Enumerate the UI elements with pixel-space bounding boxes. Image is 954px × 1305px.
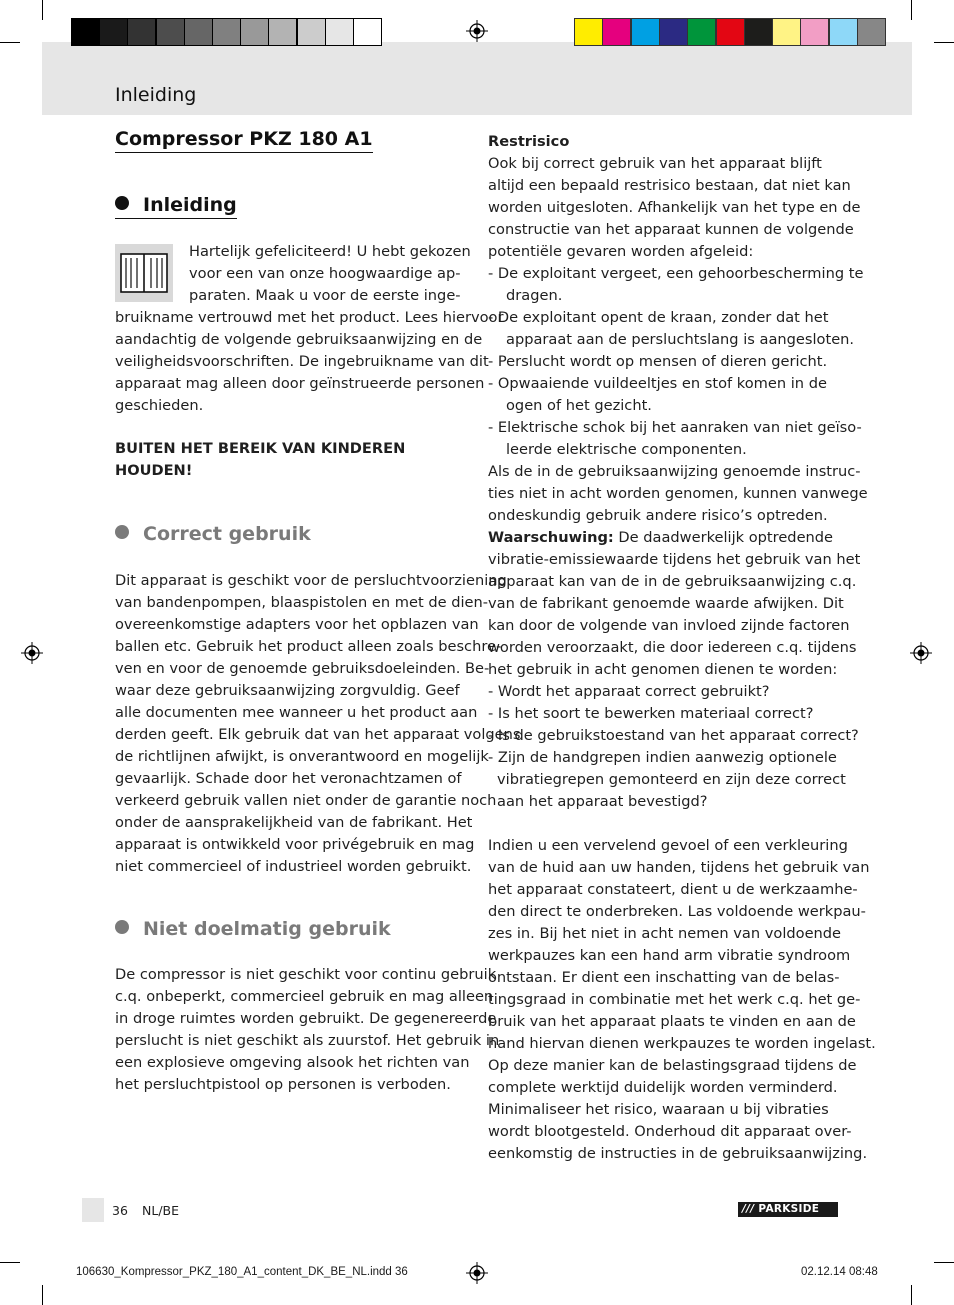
gray-swatch	[268, 18, 297, 46]
text-line: ven en voor de genoemde gebruiksdoeleinden. Be-	[115, 660, 490, 677]
text-line: niet commercieel of industrieel worden gebruikt.	[115, 858, 472, 875]
risk-list-item: - Perslucht wordt op mensen of dieren gericht.	[488, 353, 828, 370]
gray-swatch	[325, 18, 354, 46]
text-line: hand hiervan dienen werkpauzes te worden ingelast.	[488, 1035, 876, 1052]
text-line: Op deze manier kan de belastingsgraad tijdens de	[488, 1057, 857, 1074]
text-line: apparaat mag alleen door geïnstrueerde personen	[115, 375, 485, 392]
color-swatch	[857, 18, 886, 46]
text-line: ballen etc. Gebruik het product alleen zoals beschre-	[115, 638, 502, 655]
text-line: aandachtig de volgende gebruiksaanwijzing en de	[115, 331, 483, 348]
document-title: Compressor PKZ 180 A1	[115, 128, 373, 153]
registration-mark-icon	[466, 20, 488, 42]
text-line: apparaat is ontwikkeld voor privégebruik en mag	[115, 836, 475, 853]
gray-swatch	[71, 18, 100, 46]
text-line: den direct te onderbreken. Las voldoende werkpau-	[488, 903, 866, 920]
text-line: ondeskundig gebruik andere risico’s optreden.	[488, 507, 828, 524]
print-slug-date: 02.12.14 08:48	[801, 1266, 878, 1278]
text-line: werkpauzes kan een hand arm vibratie syndroom	[488, 947, 851, 964]
crop-mark	[934, 1262, 954, 1263]
bullet-icon	[115, 920, 129, 934]
children-warning	[115, 438, 470, 482]
text-line: worden uitgesloten. Afhankelijk van het type en de	[488, 199, 861, 216]
text-line: ties niet in acht worden genomen, kunnen vanwege	[488, 485, 868, 502]
color-swatch	[744, 18, 773, 46]
text-line: onder de aansprakelijkheid van de fabrikant. Het	[115, 814, 473, 831]
parkside-logo	[738, 1202, 838, 1217]
crop-mark	[42, 0, 43, 20]
text-line: gevaarlijk. Schade door het veronachtzamen of	[115, 770, 462, 787]
text-line: worden veroorzaakt, die door iedereen c.q. tijdens	[488, 639, 857, 656]
text-line: bruik van het apparaat plaats te vinden en aan de	[488, 1013, 856, 1030]
print-slug-file: 106630_Kompressor_PKZ_180_A1_content_DK_BE_NL.indd 36	[76, 1266, 408, 1278]
text-line: De compressor is niet geschikt voor continu gebruik	[115, 966, 497, 983]
heading-niet-doelmatig-label: Niet doelmatig gebruik	[143, 918, 391, 940]
text-line: Hartelijk gefeliciteerd! U hebt gekozen	[189, 243, 471, 260]
intro-paragraph-rest	[115, 307, 504, 417]
spacer	[488, 813, 840, 835]
intro-paragraph-start	[189, 241, 471, 307]
text-line: potentiële gevaren worden afgeleid:	[488, 243, 754, 260]
text-line: van bandenpompen, blaaspistolen en met de dien-	[115, 594, 489, 611]
heading-inleiding-label: Inleiding	[143, 194, 237, 216]
check-list-item: - Is het soort te bewerken materiaal correct?	[488, 705, 814, 722]
risk-list-item: - De exploitant vergeet, een gehoorbescherming te dragen.	[488, 265, 864, 304]
crop-mark	[911, 0, 912, 20]
niet-doelmatig-paragraph	[115, 964, 500, 1096]
bullet-icon	[115, 525, 129, 539]
risk-list-item: - De exploitant opent de kraan, zonder dat het apparaat aan de persluchtslang is aangesloten.	[488, 309, 855, 348]
text-line: altijd een bepaald restrisico bestaan, dat niet kan	[488, 177, 851, 194]
text-line: complete werktijd duidelijk worden verminderd.	[488, 1079, 838, 1096]
text-line: apparaat kan van de in de gebruiksaanwijzing c.q.	[488, 573, 857, 590]
color-swatch	[631, 18, 660, 46]
heading-niet-doelmatig-gebruik	[115, 918, 391, 940]
text-line: alle documenten mee wanneer u het product aan	[115, 704, 478, 721]
warning-line: Waarschuwing: De daadwerkelijk optredende	[488, 529, 834, 546]
gray-swatch	[297, 18, 326, 46]
text-line: BUITEN HET BEREIK VAN KINDEREN	[115, 440, 406, 457]
color-swatch	[829, 18, 858, 46]
text-line: in droge ruimtes worden gebruikt. De gegenereerde	[115, 1010, 497, 1027]
heading-correct-gebruik-label: Correct gebruik	[143, 523, 311, 545]
crop-mark	[0, 42, 20, 43]
text-line: voor een van onze hoogwaardige ap-	[189, 265, 461, 282]
color-swatch	[772, 18, 801, 46]
crop-mark	[42, 1285, 43, 1305]
text-line: zes in. Bij het niet in acht nemen van voldoende	[488, 925, 842, 942]
registration-mark-icon	[21, 642, 43, 664]
text-line: Indien u een vervelend gevoel of een verkleuring	[488, 837, 848, 854]
page-number: 36	[112, 1203, 128, 1218]
text-line: ontstaan. Er dient een inschatting van de belas-	[488, 969, 840, 986]
color-swatch	[687, 18, 716, 46]
text-line: Minimaliseer het risico, waaraan u bij vibraties	[488, 1101, 829, 1118]
text-line: tingsgraad in combinatie met het werk c.q. het ge-	[488, 991, 861, 1008]
gray-swatch	[127, 18, 156, 46]
color-swatch	[574, 18, 603, 46]
locale-label: NL/BE	[142, 1203, 179, 1218]
heading-inleiding	[115, 194, 237, 219]
risk-list-item: - Elektrische schok bij het aanraken van niet geïso- leerde elektrische componenten.	[488, 419, 862, 458]
registration-mark-icon	[466, 1262, 488, 1284]
heading-restrisico: Restrisico	[488, 133, 570, 150]
crop-mark	[934, 42, 954, 43]
text-line: perslucht is niet geschikt als zuurstof. Het gebruik in	[115, 1032, 500, 1049]
crop-mark	[0, 1262, 20, 1263]
text-line: HOUDEN!	[115, 462, 193, 479]
text-line: eenkomstig de instructies in de gebruiksaanwijzing.	[488, 1145, 868, 1162]
risk-list-item: - Opwaaiende vuildeeltjes en stof komen in de ogen of het gezicht.	[488, 375, 827, 414]
text-line: bruikname vertrouwd met het product. Lees hiervoor	[115, 309, 504, 326]
text-line: van de huid aan uw handen, tijdens het gebruik van	[488, 859, 870, 876]
text-line: paraten. Maak u voor de eerste inge-	[189, 287, 461, 304]
check-list-item: - Wordt het apparaat correct gebruikt?	[488, 683, 770, 700]
text-line: het gebruik in acht genomen dienen te worden:	[488, 661, 838, 678]
book-icon	[115, 244, 173, 302]
logo-text: PARKSIDE	[758, 1203, 820, 1215]
header-title: Inleiding	[115, 84, 197, 106]
text-line: het apparaat constateert, dient u de werkzaamhe-	[488, 881, 858, 898]
text-line: constructie van het apparaat kunnen de volgende	[488, 221, 854, 238]
color-swatch	[602, 18, 631, 46]
bullet-icon	[115, 196, 129, 210]
check-list-item: - Is de gebruikstoestand van het apparaat correct?	[488, 727, 859, 744]
text-line: het persluchtpistool op personen is verboden.	[115, 1076, 451, 1093]
color-swatch	[716, 18, 745, 46]
text-line: Als de in de gebruiksaanwijzing genoemde instruc-	[488, 463, 861, 480]
warning-label: Waarschuwing:	[488, 529, 614, 546]
color-swatch	[800, 18, 829, 46]
text-line: vibratie-emissiewaarde tijdens het gebruik van het	[488, 551, 861, 568]
header-band	[42, 42, 912, 115]
page-number-box	[82, 1198, 104, 1222]
heading-correct-gebruik	[115, 523, 311, 545]
text-line: Dit apparaat is geschikt voor de persluchtvoorziening	[115, 572, 507, 589]
text-line: een explosieve omgeving alsook het richten van	[115, 1054, 470, 1071]
text-line: geschieden.	[115, 397, 204, 414]
text-line: veiligheidsvoorschriften. De ingebruikname van dit	[115, 353, 489, 370]
registration-mark-icon	[910, 642, 932, 664]
text-line: kan door de volgende van invloed zijnde factoren	[488, 617, 850, 634]
check-list-item: - Zijn de handgrepen indien aanwezig optionele vibratiegrepen gemonteerd en zijn deze correct aan het apparaat bevestigd?	[488, 749, 846, 810]
text-line: verkeerd gebruik vallen niet onder de garantie noch	[115, 792, 497, 809]
gray-swatch	[212, 18, 241, 46]
text-line: waar deze gebruiksaanwijzing zorgvuldig. Geef	[115, 682, 460, 699]
text-line: van de fabrikant genoemde waarde afwijken. Dit	[488, 595, 844, 612]
text-line: wordt blootgesteld. Onderhoud dit apparaat over-	[488, 1123, 852, 1140]
right-column	[488, 131, 876, 1165]
gray-swatch	[353, 18, 382, 46]
gray-swatch	[184, 18, 213, 46]
text-line: c.q. onbeperkt, commercieel gebruik en mag alleen	[115, 988, 494, 1005]
crop-mark	[911, 1285, 912, 1305]
correct-gebruik-paragraph	[115, 570, 521, 878]
text-line: derden geeft. Elk gebruik dat van het apparaat volgens	[115, 726, 521, 743]
gray-swatch	[156, 18, 185, 46]
gray-swatch	[99, 18, 128, 46]
text-line: overeenkomstige adapters voor het opblazen van	[115, 616, 479, 633]
text-line: de richtlijnen afwijkt, is onverantwoord en mogelijk	[115, 748, 489, 765]
gray-swatch	[240, 18, 269, 46]
logo-slashes: ///	[742, 1203, 755, 1215]
color-swatch	[659, 18, 688, 46]
text-line: Ook bij correct gebruik van het apparaat blijft	[488, 155, 822, 172]
